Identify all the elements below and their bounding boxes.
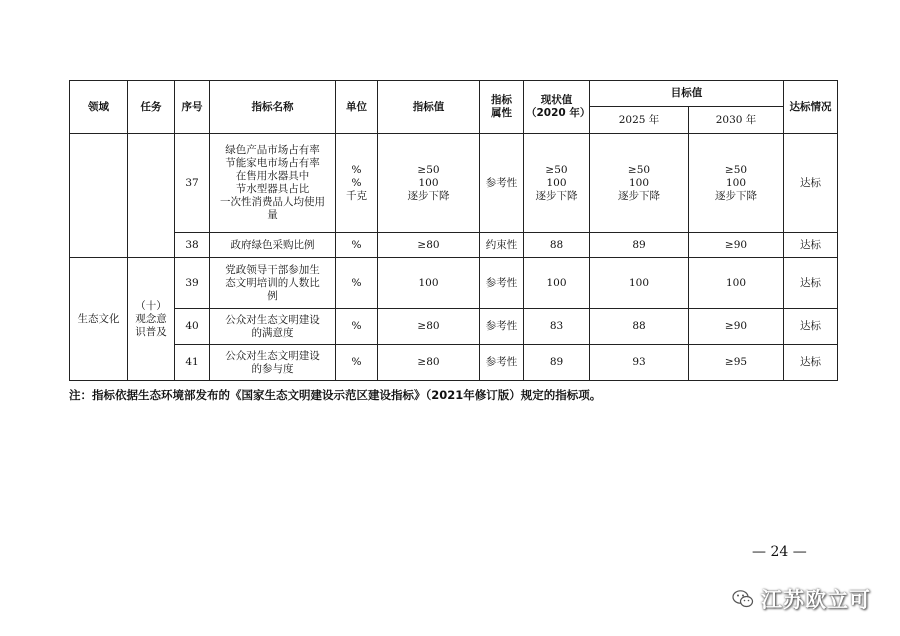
watermark xyxy=(731,584,871,614)
unit-cell: % xyxy=(336,233,378,258)
status-cell: 达标 xyxy=(784,134,838,233)
table-row xyxy=(70,309,838,345)
current-cell: ≥50 100 逐步下降 xyxy=(524,134,590,233)
indicator-value-cell: ≥80 xyxy=(378,345,480,381)
table-row xyxy=(70,134,838,233)
header-target: 目标值 xyxy=(590,81,784,107)
target-2025-cell: 88 xyxy=(590,309,689,345)
indicator-name-cell: 公众对生态文明建设 的满意度 xyxy=(210,309,336,345)
header-indicator-name: 指标名称 xyxy=(210,81,336,134)
status-cell: 达标 xyxy=(784,258,838,309)
unit-cell: % xyxy=(336,309,378,345)
task-cell-empty xyxy=(128,134,175,233)
target-2025-cell: 93 xyxy=(590,345,689,381)
domain-cell: 生态文化 xyxy=(70,258,128,381)
indicator-value-cell: 100 xyxy=(378,258,480,309)
indicator-value-cell: ≥80 xyxy=(378,233,480,258)
unit-cell: % xyxy=(336,258,378,309)
indicator-table xyxy=(69,80,838,381)
unit-cell: % % 千克 xyxy=(336,134,378,233)
header-unit: 单位 xyxy=(336,81,378,134)
current-cell: 83 xyxy=(524,309,590,345)
indicator-name-cell: 绿色产品市场占有率 节能家电市场占有率 在售用水器具中 节水型器具占比 一次性消费品人均使用 量 xyxy=(210,134,336,233)
domain-cell-empty xyxy=(70,134,128,233)
table-row xyxy=(70,345,838,381)
attribute-cell: 参考性 xyxy=(480,258,524,309)
target-2030-cell: ≥90 xyxy=(689,309,784,345)
indicator-name-cell: 党政领导干部参加生 态文明培训的人数比 例 xyxy=(210,258,336,309)
domain-cell-empty xyxy=(70,233,128,258)
current-cell: 89 xyxy=(524,345,590,381)
seq-cell: 41 xyxy=(175,345,210,381)
header-domain: 领域 xyxy=(70,81,128,134)
page-number: — 24 — xyxy=(752,544,807,560)
target-2030-cell: 100 xyxy=(689,258,784,309)
target-2025-cell: ≥50 100 逐步下降 xyxy=(590,134,689,233)
indicator-name-cell: 政府绿色采购比例 xyxy=(210,233,336,258)
status-cell: 达标 xyxy=(784,309,838,345)
attribute-cell: 约束性 xyxy=(480,233,524,258)
indicator-name-cell: 公众对生态文明建设 的参与度 xyxy=(210,345,336,381)
status-cell: 达标 xyxy=(784,345,838,381)
wechat-icon xyxy=(731,587,755,611)
header-target-2025: 2025 年 xyxy=(590,107,689,134)
current-cell: 100 xyxy=(524,258,590,309)
header-attribute: 指标 属性 xyxy=(480,81,524,134)
indicator-value-cell: ≥80 xyxy=(378,309,480,345)
seq-cell: 39 xyxy=(175,258,210,309)
header-task: 任务 xyxy=(128,81,175,134)
target-2030-cell: ≥90 xyxy=(689,233,784,258)
task-cell: （十） 观念意 识普及 xyxy=(128,258,175,381)
target-2030-cell: ≥50 100 逐步下降 xyxy=(689,134,784,233)
target-2030-cell: ≥95 xyxy=(689,345,784,381)
target-2025-cell: 100 xyxy=(590,258,689,309)
attribute-cell: 参考性 xyxy=(480,309,524,345)
header-target-2030: 2030 年 xyxy=(689,107,784,134)
current-cell: 88 xyxy=(524,233,590,258)
table-note: 注：指标依据生态环境部发布的《国家生态文明建设示范区建设指标》（2021年修订版）规定的指标项。 xyxy=(69,388,602,402)
table-row xyxy=(70,258,838,309)
header-status: 达标情况 xyxy=(784,81,838,134)
seq-cell: 37 xyxy=(175,134,210,233)
unit-cell: % xyxy=(336,345,378,381)
header-indicator-value: 指标值 xyxy=(378,81,480,134)
table-row xyxy=(70,233,838,258)
header-seq: 序号 xyxy=(175,81,210,134)
attribute-cell: 参考性 xyxy=(480,345,524,381)
seq-cell: 40 xyxy=(175,309,210,345)
target-2025-cell: 89 xyxy=(590,233,689,258)
watermark-text: 江苏欧立可 xyxy=(761,588,871,612)
seq-cell: 38 xyxy=(175,233,210,258)
header-current: 现状值 （2020 年） xyxy=(524,81,590,134)
status-cell: 达标 xyxy=(784,233,838,258)
task-cell-empty xyxy=(128,233,175,258)
attribute-cell: 参考性 xyxy=(480,134,524,233)
indicator-value-cell: ≥50 100 逐步下降 xyxy=(378,134,480,233)
